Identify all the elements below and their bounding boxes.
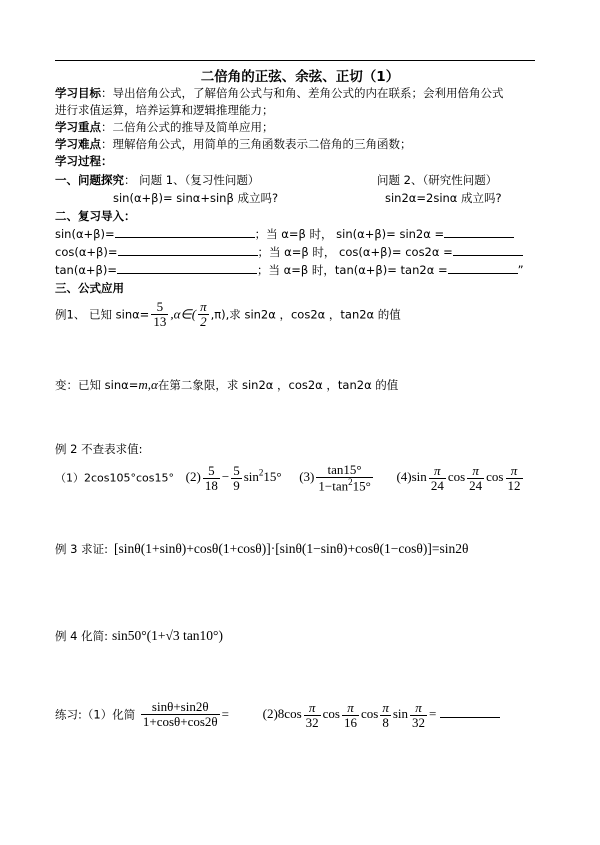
example1-post: ,π),求 sin2α ，cos2α ，tan2α 的值 [210,307,401,322]
practice-fraction: $\frac{\sin\theta+\sin 2\theta}{1+\cos\theta+\cos 2\theta}$ [142,699,218,730]
hard-text: ：理解倍角公式，用简单的三角函数表示二倍角的三角函数； [101,137,412,151]
top-rule [55,60,535,61]
practice-label: 练习:（1）化简 [55,707,136,722]
blank-1[interactable] [115,227,255,238]
review-row-sin [55,226,514,242]
example2-part4: (4)sin $\frac{\pi}{24}$ cos $\frac{\pi}{24}$ cos $\frac{\pi}{12}$ [396,462,521,493]
blank-3[interactable] [118,245,258,256]
example3-expr: [sinθ(1+sinθ)+cosθ(1+cosθ)]·[sinθ(1−sinθ)+cosθ(1−cosθ)]=sin2θ [114,541,469,556]
question1-body: sin(α+β)= sinα+sinβ 成立吗? [113,191,279,205]
blank-6[interactable] [448,263,518,274]
fraction-pi-2: $\frac{\pi}{2}$ [200,299,207,330]
question2-body: sin2α=2sinα 成立吗? [385,191,502,205]
section2-label: 二、复习导入： [55,209,136,223]
variation-m: m [138,377,148,392]
fraction-5-13: $\frac{5}{13}$ [153,299,167,330]
practice-blank[interactable] [440,707,500,718]
review-cos-lhs: cos(α+β)= [55,245,118,259]
key-text: ：二倍角公式的推导及简单应用； [101,120,274,134]
example1-mid: ,α∈( [170,306,197,322]
variation-post: 在第二象限，求 sin2α ，cos2α ，tan2α 的值 [157,378,399,392]
review-row-cos [55,244,523,260]
example1-pre: 例1、 已知 sinα= [55,307,150,322]
example2-items [55,463,525,494]
variation-alpha: ,α [147,377,158,392]
example4-expr: sin50°(1+√3 tan10°) [112,628,223,643]
question2: 问题 2、（研究性问题） [377,173,498,187]
example4 [55,628,223,644]
review-sin-rhs: ；当 α=β 时， sin(α+β)= sin2α = [254,227,445,241]
section3-label: 三、公式应用 [55,281,124,295]
review-cos-rhs: ；当 α=β 时， cos(α+β)= cos2α = [257,245,453,259]
practice [55,700,500,730]
goal-line-2: 进行求值运算，培养运算和逻辑推理能力； [55,103,274,117]
review-tan-lhs: tan(α+β)= [55,263,118,277]
section1-label: 一、问题探究 [55,173,124,187]
process-label: 学习过程： [55,154,113,168]
key-line [55,119,274,135]
key-label: 学习重点 [55,120,101,134]
example2-part2: (2) $\frac{5}{18}$ − $\frac{5}{9}$ $\sin^215^\circ$ [185,462,282,493]
practice-part2: (2)8cos $\frac{\pi}{32}$ cos $\frac{\pi}{16}$ cos $\frac{\pi}{8}$ sin $\frac{\pi}{32}$ = [263,706,501,721]
goal-line-1 [55,85,504,101]
page-title: 二倍角的正弦、余弦、正切（1） [200,69,400,85]
example2-part1: （1）2cos105°cos15° [55,471,175,485]
variation [55,377,398,393]
goal-label: 学习目标 [55,86,101,100]
review-tan-rhs: ；当 α=β 时，tan(α+β)= tan2α = [257,263,448,277]
variation-pre: 变：已知 sinα= [55,378,139,392]
example3 [55,541,468,557]
hard-label: 学习难点 [55,137,101,151]
example3-label: 例 3 求证: [55,542,109,556]
hard-line [55,136,412,152]
blank-5[interactable] [117,263,257,274]
example1 [55,300,401,330]
example4-label: 例 4 化简: [55,629,109,643]
review-tan-quote: ” [517,263,524,277]
goal-text-1: ：导出倍角公式，了解倍角公式与和角、差角公式的内在联系；会利用倍角公式 [101,86,504,100]
practice-eq: = [221,706,229,722]
review-row-tan [55,262,524,278]
section1-line [55,172,259,188]
question1: ： 问题 1、（复习性问题） [124,173,260,187]
blank-2[interactable] [444,227,514,238]
blank-4[interactable] [453,245,523,256]
review-sin-lhs: sin(α+β)= [55,227,115,241]
example2-part3: (3) $\frac{\tan 15^\circ}{1-\tan^215^\circ}$ [299,462,371,494]
example2-label: 例 2 不查表求值: [55,442,143,456]
